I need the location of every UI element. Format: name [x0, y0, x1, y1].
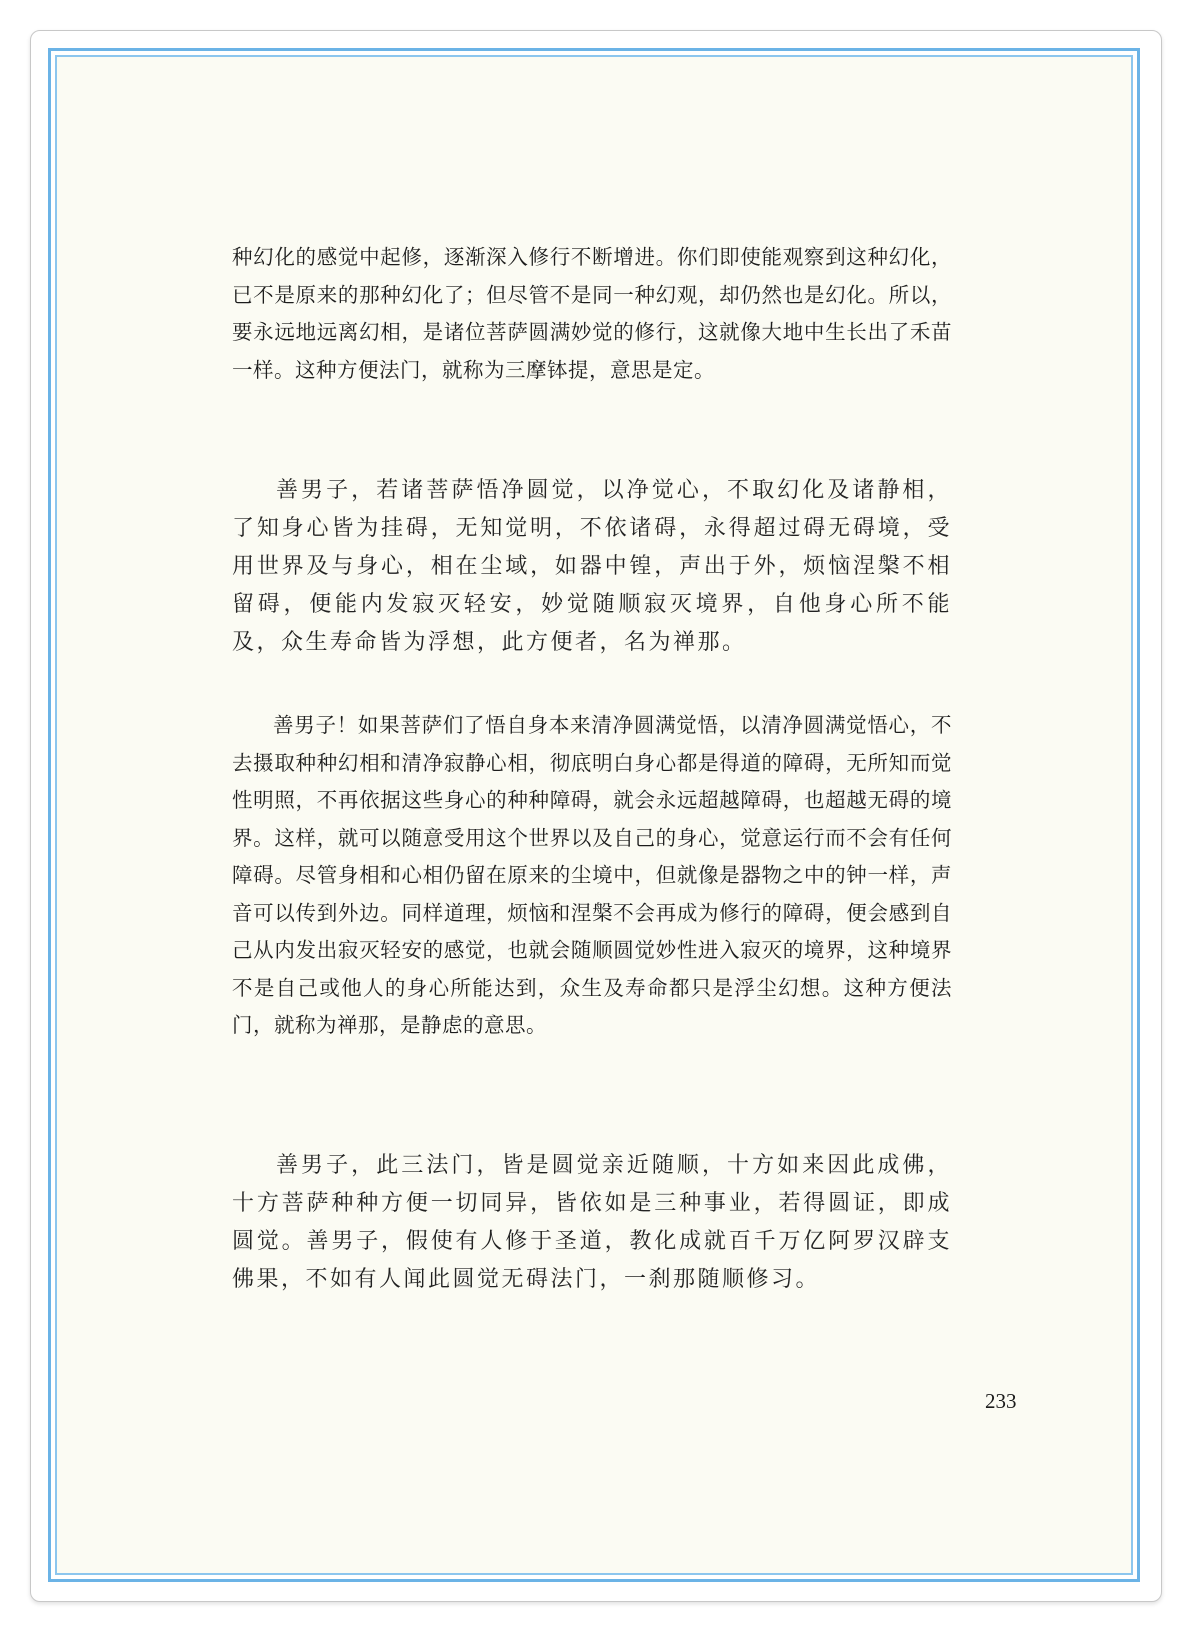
page-inner-border	[55, 55, 1133, 1575]
page-border	[48, 48, 1140, 1582]
paragraph-scripture-three-dharma-gates: 善男子，此三法门，皆是圆觉亲近随顺，十方如来因此成佛，十方菩萨种种方便一切同异，皆依如是三种事业，若得圆证，即成圆觉。善男子，假使有人修于圣道，教化成就百千万亿阿罗汉辟支佛果，不如有人闻此圆觉无碍法门，一刹那随顺修习。	[232, 1153, 952, 1292]
page-number: 233	[985, 1389, 1017, 1413]
paragraph-translation-channa: 善男子！如果菩萨们了悟自身本来清净圆满觉悟，以清净圆满觉悟心，不去摄取种种幻相和清净寂静心相，彻底明白身心都是得道的障碍，无所知而觉性明照，不再依据这些身心的种种障碍，就会永远超越障碍，也超越无碍的境界。这样，就可以随意受用这个世界以及自己的身心，觉意运行而不会有任何障碍。尽管身相和心相仍留在原来的尘境中，但就像是器物之中的钟一样，声音可以传到外边。同样道理，烦恼和涅槃不会再成为修行的障碍，便会感到自己从内发出寂灭轻安的感觉，也就会随顺圆觉妙性进入寂灭的境界，这种境界不是自己或他人的身心所能达到，众生及寿命都只是浮尘幻想。这种方便法门，就称为禅那，是静虑的意思。	[232, 713, 952, 1037]
paragraph-scripture-channa: 善男子，若诸菩萨悟净圆觉，以净觉心，不取幻化及诸静相，了知身心皆为挂碍，无知觉明，不依诸碍，永得超过碍无碍境，受用世界及与身心，相在尘域，如器中锽，声出于外，烦恼涅槃不相留碍，便能内发寂灭轻安，妙觉随顺寂灭境界，自他身心所不能及，众生寿命皆为浮想，此方便者，名为禅那。	[232, 478, 952, 655]
paragraph-translation-1: 种幻化的感觉中起修，逐渐深入修行不断增进。你们即使能观察到这种幻化，已不是原来的那种幻化了；但尽管不是同一种幻观，却仍然也是幻化。所以，要永远地远离幻相，是诸位菩萨圆满妙觉的修行，这就像大地中生长出了禾苗一样。这种方便法门，就称为三摩钵提，意思是定。	[232, 245, 952, 382]
